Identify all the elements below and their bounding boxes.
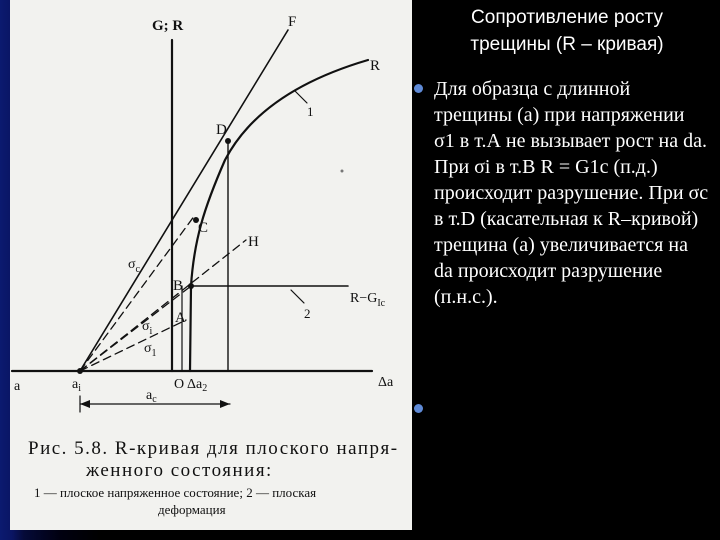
bullet-icon [414,84,423,93]
stray-dot [341,170,344,173]
y-axis-label: G; R [152,18,184,34]
label-B: B [173,278,184,294]
caption-line-1: Рис. 5.8. R-кривая для плоского напря- [28,438,399,459]
label-C: C [198,220,209,236]
label-delta-a: Δa [378,375,394,390]
r-curve [190,60,368,371]
leader-1 [295,91,307,103]
slide-body-text: Для образца с длинной трещины (а) при напряжении σ1 в т.А не вызывает рост на da. При σi в т.В R = G1c (п.д.) происходит разрушение. При σc в т.D (касательная к R–кривой) трещина (а) увеличивается на da происходит разрушение (п.н.с.). [434,78,709,308]
label-H: H [248,234,259,250]
caption-legend-2: деформация [158,502,226,517]
point-ai [77,368,83,374]
ac-arrow-left [80,400,90,408]
bullet-icon-empty [414,404,423,413]
label-sigma-1: $\sigma_1$ [144,341,157,359]
label-delta-a2: $\Delta a_2$ [187,377,208,394]
caption-legend-1: 1 — плоское напряженное состояние; 2 — плоская [34,485,317,500]
label-A: A [175,310,186,326]
label-sigma-c: $\sigma_c$ [128,257,140,275]
label-R: R [370,58,381,74]
caption-line-2: женного состояния: [86,460,273,481]
label-F: F [288,14,297,30]
leader-2 [291,290,304,303]
point-D [225,138,231,144]
label-ai: $a_i$ [72,377,81,394]
r-curve-figure [10,0,412,530]
label-1: 1 [307,104,314,119]
slide-title [414,4,720,58]
label-2: 2 [304,306,311,321]
label-O: O [174,377,185,392]
figure-caption [28,438,408,518]
label-D: D [216,122,227,138]
label-ac: $a_c$ [146,388,157,405]
slide-title-line-2: трещины (R – кривая) [470,34,664,55]
label-sigma-i: $\sigma_i$ [142,319,153,337]
label-a-left: a [14,379,21,394]
label-r-g1c: $R-G_{Ic}$ [350,291,386,309]
ac-arrow-right [220,400,230,408]
slide-title-line-1: Сопротивление росту [471,7,663,28]
point-B [188,283,194,289]
sigma-i-line [80,286,191,371]
